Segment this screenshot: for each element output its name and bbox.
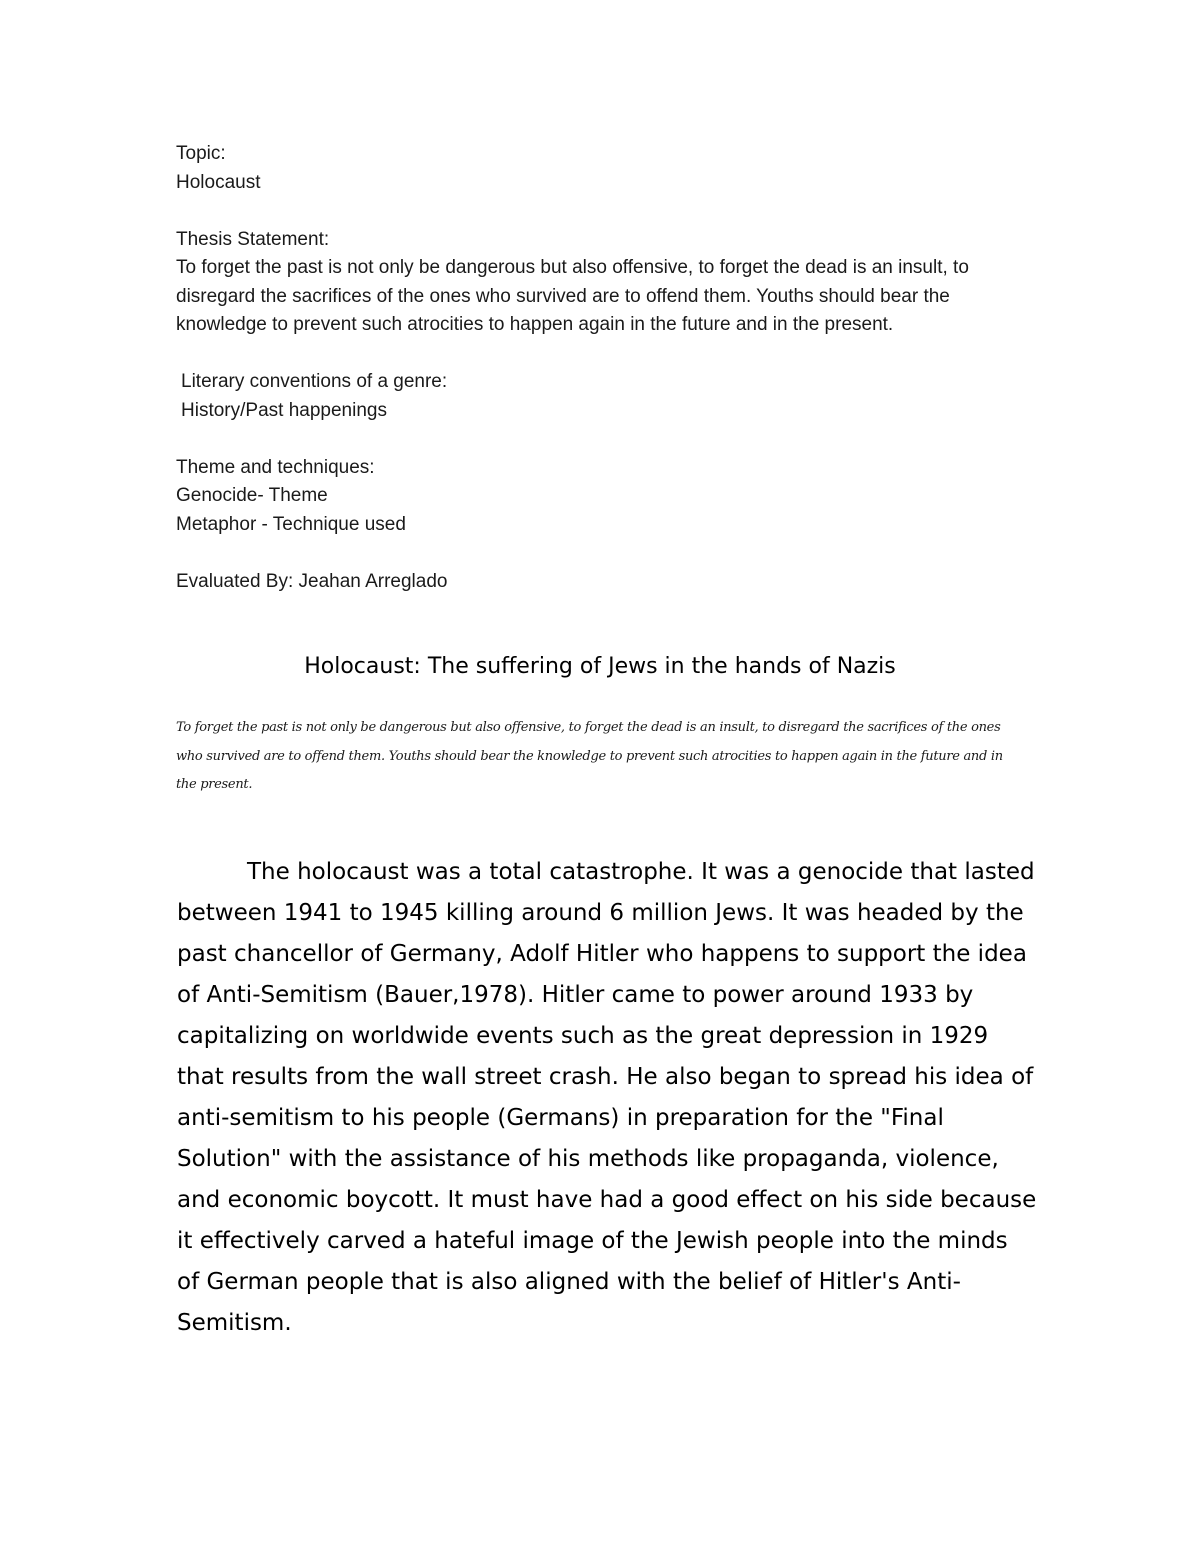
essay-body [177, 852, 1037, 1344]
essay-header [176, 140, 1036, 596]
thesis-italic: To forget the past is not only be dangerous but also offensive, to forget the dead is an insult, to disregard the sacrifices of the ones who survived are to offend them. Youths should bear the knowledge to prevent such atrocities to happen again in the future and in the present. [176, 720, 1003, 792]
evaluated-by: Evaluated By: Jeahan Arreglado [176, 570, 448, 592]
spacer [176, 340, 1036, 369]
thesis-label: Thesis Statement: [176, 228, 330, 250]
topic-value: Holocaust [176, 171, 261, 193]
theme-label: Theme and techniques: [176, 456, 375, 478]
literary-label: Literary conventions of a genre: [181, 371, 448, 392]
spacer [176, 425, 1036, 454]
thesis-text: To forget the past is not only be dangerous but also offensive, to forget the dead is an insult, to disregard the sacrifices of the ones who survived are to offend them. Youths should bear the knowledge to prevent such atrocities to happen again in the future and in the present. [176, 257, 969, 335]
spacer [176, 197, 1036, 226]
essay-title: Holocaust: The suffering of Jews in the hands of Nazis [304, 654, 896, 679]
topic-label: Topic: [176, 143, 226, 164]
technique-value: Metaphor - Technique used [176, 513, 406, 535]
paragraph: The holocaust was a total catastrophe. It was a genocide that lasted between 1941 to 1945 killing around 6 million Jews. It was headed by the past chancellor of Germany, Adolf Hitler who happens to support the idea of Anti-Semitism (Bauer,1978). Hitler came to power around 1933 by capitalizing on worldwide events such as the great depression in 1929 that results from the wall street crash. He also began to spread his idea of anti-semitism to his people (Germans) in preparation for the "Final Solution" with the assistance of his methods like propaganda, violence, and economic boycott. It must have had a good effect on his side because it effectively carved a hateful image of the Jewish people into the minds of German people that is also aligned with the belief of Hitler's Anti-Semitism. [177, 859, 1037, 1336]
theme-value: Genocide- Theme [176, 485, 328, 506]
literary-value: History/Past happenings [181, 399, 387, 421]
spacer [176, 539, 1036, 568]
